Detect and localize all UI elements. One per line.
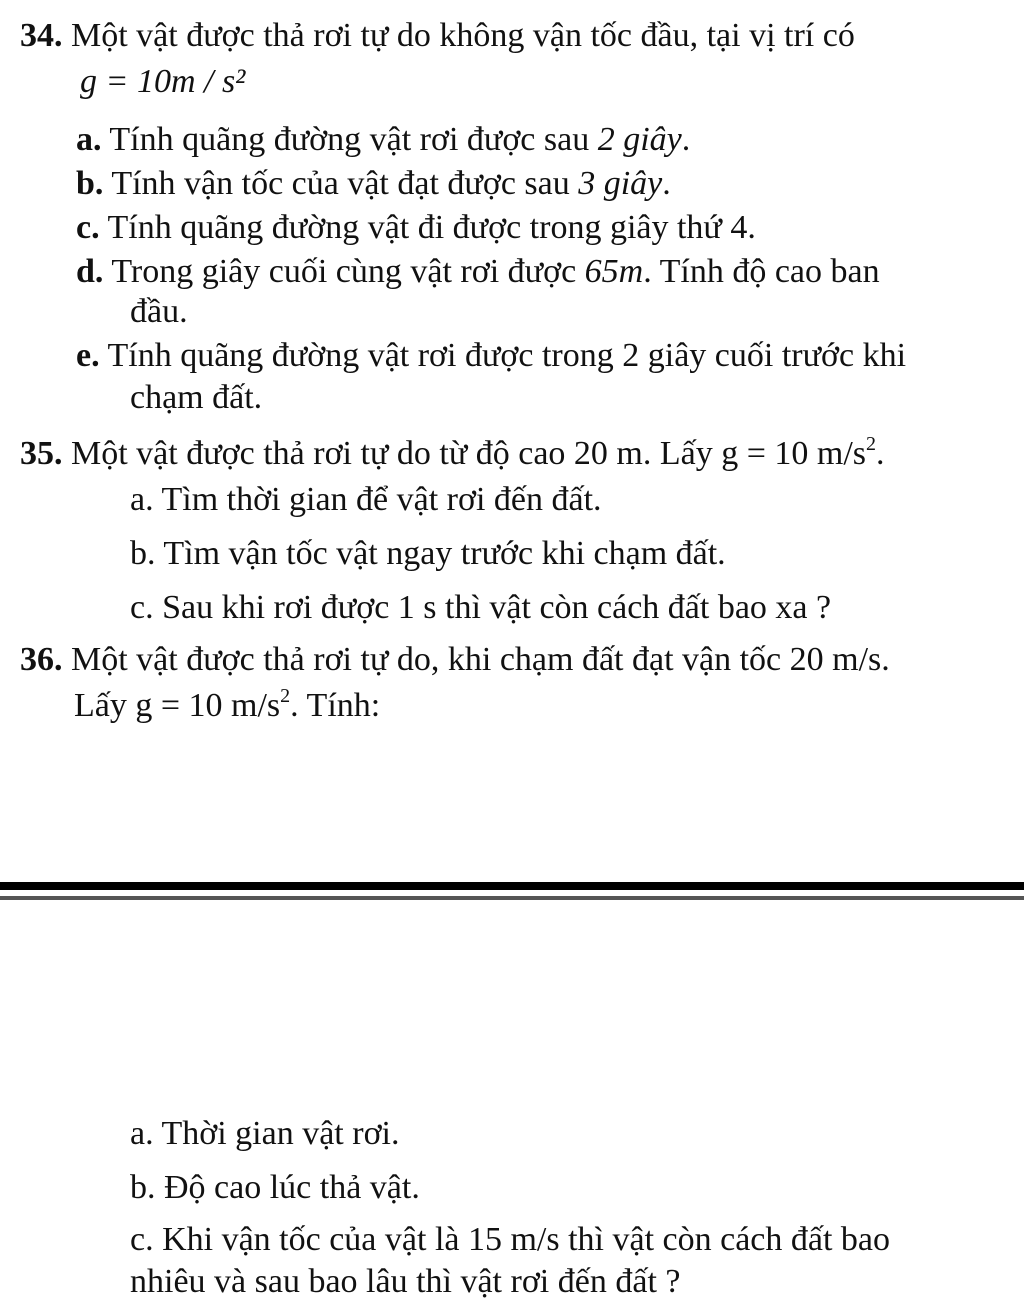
q34-item-e-cont: chạm đất.	[130, 379, 263, 416]
q36-line2: Lấy g = 10 $m/s^2$. Tính:	[74, 685, 381, 724]
q35-item-a: a. Tìm thời gian để vật rơi đến đất.	[130, 481, 602, 518]
q36-item-b: b. Độ cao lúc thả vật.	[130, 1169, 420, 1206]
q34-item-a: a. Tính quãng đường vật rơi được sau 2 giây.	[76, 121, 691, 158]
q36-item-c-cont: nhiêu và sau bao lâu thì vật rơi đến đất ?	[130, 1263, 681, 1300]
q36-item-c: c. Khi vận tốc của vật là 15 m/s thì vật còn cách đất bao	[130, 1221, 891, 1258]
q34-item-e: e. Tính quãng đường vật rơi được trong 2 giây cuối trước khi	[76, 337, 907, 374]
section-divider-thin	[0, 896, 1024, 900]
q35-number: 35.	[20, 435, 63, 472]
section-divider-thick	[0, 882, 1024, 890]
q34-item-d-cont: đầu.	[130, 293, 188, 330]
q34-text: Một vật được thả rơi tự do không vận tốc đầu, tại vị trí có	[71, 17, 855, 54]
q35-text: Một vật được thả rơi tự do từ độ cao 20 m. Lấy g = 10 $m/s^2$.	[71, 433, 885, 472]
q34-item-d: d. Trong giây cuối cùng vật rơi được 65m. Tính độ cao ban	[76, 253, 880, 290]
q34-item-b: b. Tính vận tốc của vật đạt được sau 3 giây.	[76, 165, 671, 202]
q36-text: Một vật được thả rơi tự do, khi chạm đất đạt vận tốc 20 m/s.	[71, 641, 890, 678]
q34-formula: g = 10m / s²	[80, 63, 246, 100]
q36-item-a: a. Thời gian vật rơi.	[130, 1115, 400, 1152]
q34-line1	[20, 16, 1006, 56]
q35-item-b: b. Tìm vận tốc vật ngay trước khi chạm đất.	[130, 535, 726, 572]
q35-item-c: c. Sau khi rơi được 1 s thì vật còn cách đất bao xa ?	[130, 589, 832, 626]
q34-item-c: c. Tính quãng đường vật đi được trong giây thứ 4.	[76, 209, 756, 246]
q36-line1	[20, 640, 890, 680]
q36-number: 36.	[20, 641, 63, 678]
q35-line1	[20, 434, 885, 474]
q34-number: 34.	[20, 17, 63, 54]
